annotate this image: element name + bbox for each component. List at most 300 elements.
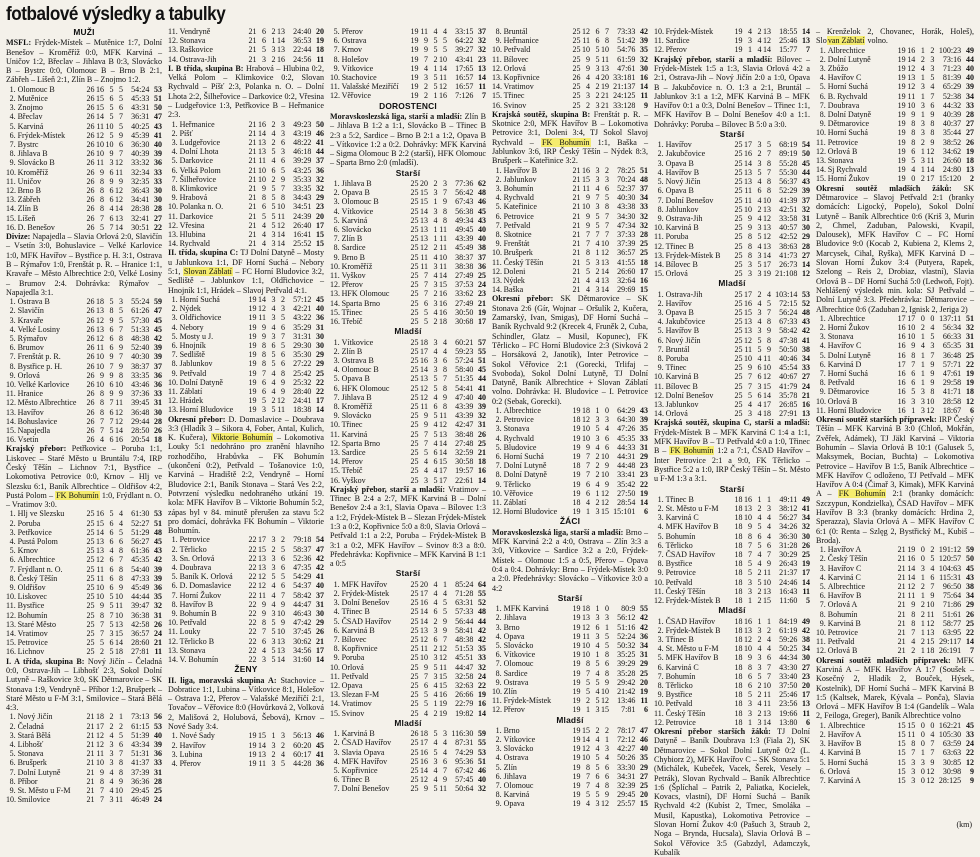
cell-played: 25 <box>734 167 743 177</box>
cell-rank: 9. <box>819 618 826 628</box>
cell-points: 33 <box>802 363 810 373</box>
cell-losses: 14 <box>762 250 771 260</box>
cell-losses: 11 <box>763 568 771 578</box>
cell-losses: 12 <box>114 407 123 417</box>
cell-score: 66:33 <box>942 332 962 342</box>
cell-draws: 1 <box>595 248 600 258</box>
cell-points: 43 <box>802 317 810 327</box>
cell-losses: 13 <box>926 628 935 638</box>
cell-team: Nový Jičín <box>665 335 701 345</box>
cell-draws: 4 <box>433 307 438 317</box>
cell-score: 43:38 <box>617 202 636 212</box>
cell-team: Karviná C <box>827 572 861 582</box>
cell-score: 51:53 <box>455 644 474 654</box>
cell-played: 19 <box>248 350 257 360</box>
cell-rank: 5. <box>657 177 664 187</box>
highlighted-team: FK Bohumín <box>56 490 99 500</box>
cell-wins: 4 <box>262 239 267 249</box>
cell-score: 61:15 <box>131 721 150 731</box>
cell-points: 44 <box>478 374 486 384</box>
cell-losses: 9 <box>118 176 123 186</box>
cell-wins: 12 <box>420 383 429 393</box>
cell-draws: 10 <box>105 140 114 149</box>
cell-draws: 3 <box>271 45 276 55</box>
cell-draws: 4 <box>109 767 114 777</box>
cell-team: Slovácko <box>341 225 372 235</box>
table-row <box>654 354 810 363</box>
cell-played: 26 <box>86 416 95 426</box>
cell-losses: 10 <box>926 396 935 406</box>
cell-team: MFK Havířov <box>341 756 388 766</box>
standings-table <box>492 166 648 295</box>
cell-wins: 10 <box>258 165 267 175</box>
cell-draws: 4 <box>433 346 438 356</box>
cell-points: 18 <box>966 156 974 166</box>
cell-wins: 13 <box>258 749 267 759</box>
cell-losses: 7 <box>604 211 609 221</box>
table-row <box>168 27 324 36</box>
cell-losses: 11 <box>439 225 447 235</box>
cell-points: 31 <box>154 767 162 777</box>
cell-rank: 8. <box>819 110 826 120</box>
cell-points: 22 <box>640 479 648 489</box>
cell-points: 7 <box>806 45 810 55</box>
cell-points: 30 <box>802 531 810 541</box>
cell-rank: 13. <box>330 447 340 457</box>
cell-wins: 10 <box>582 202 591 212</box>
cell-wins: 5 <box>911 156 916 166</box>
cell-losses: 11 <box>926 156 935 166</box>
cell-draws: 2 <box>757 568 762 578</box>
cell-rank: 1. <box>333 179 340 188</box>
cell-wins: 7 <box>100 619 105 629</box>
cell-points: 29 <box>802 232 810 242</box>
cell-losses: 7 <box>766 149 771 159</box>
cell-played: 21 <box>248 193 257 203</box>
cell-losses: 9 <box>118 343 123 353</box>
cell-played: 25 <box>410 411 419 421</box>
cell-losses: 15 <box>762 381 771 391</box>
cell-played: 17 <box>897 313 906 323</box>
cell-score: 46:49 <box>131 795 150 805</box>
table-row <box>6 740 162 749</box>
cell-played: 25 <box>410 634 419 644</box>
cell-draws: 4 <box>433 252 438 262</box>
cell-draws: 6 <box>595 27 600 36</box>
cell-team: Vratimov <box>503 82 534 92</box>
cell-points: 16 <box>478 699 486 709</box>
cell-score: 40:67 <box>779 372 798 382</box>
cell-score: 63:31 <box>455 598 474 608</box>
table-row <box>816 730 974 739</box>
cell-points: 34 <box>966 91 974 101</box>
cell-score: 65:35 <box>942 341 962 351</box>
cell-team: Nový Jičín <box>665 177 701 187</box>
cell-played: 19 <box>897 73 906 83</box>
cell-wins: 10 <box>907 323 916 332</box>
cell-losses: 10 <box>762 681 771 690</box>
cell-losses: 17 <box>438 475 447 485</box>
cell-rank: 4. <box>819 73 826 83</box>
cell-rank: 6. <box>9 343 16 353</box>
cell-draws: 5 <box>595 424 600 434</box>
cell-draws: 2 <box>271 54 276 64</box>
cell-team: Olomouc B <box>341 197 379 207</box>
cell-wins: 11 <box>96 121 105 131</box>
cell-losses: 3 <box>604 415 609 425</box>
cell-rank: 4. <box>171 758 178 768</box>
cell-rank: 1. <box>9 84 16 94</box>
cell-score: 19:82 <box>455 708 474 718</box>
cell-score: 34:43 <box>293 193 312 203</box>
cell-points: 13 <box>802 409 810 419</box>
cell-score: 44:32 <box>942 100 962 110</box>
cell-rank: 1. <box>657 140 664 150</box>
cell-rank: 7. <box>9 140 16 149</box>
cell-points: 16 <box>640 73 648 83</box>
cell-rank: 4. <box>9 324 16 334</box>
cell-team: Petrovice <box>665 717 696 727</box>
cell-points: 41 <box>316 572 324 582</box>
cell-rank: 15. <box>6 425 16 435</box>
cell-team: Horní Bludovice <box>179 405 234 415</box>
cell-points: 39 <box>154 740 162 750</box>
cell-played: 25 <box>86 592 95 602</box>
cell-rank: 6. <box>333 775 340 785</box>
cell-team: Dětmarovice <box>827 387 870 397</box>
table-row <box>6 195 162 204</box>
cell-losses: 8 <box>604 36 609 46</box>
cell-losses: 8 <box>930 128 935 138</box>
cell-losses: 9 <box>766 344 771 354</box>
cell-score: 58:41 <box>455 625 474 635</box>
cell-losses: 0 <box>930 313 935 323</box>
cell-played: 25 <box>734 298 743 308</box>
cell-draws: 5 <box>433 411 438 421</box>
cell-team: Vítkovice <box>341 63 374 73</box>
cell-rank: 2. <box>171 304 178 314</box>
cell-draws: 6 <box>109 564 114 574</box>
cell-played: 19 <box>572 799 581 809</box>
standings-table <box>654 290 810 419</box>
cell-rank: 9. <box>495 36 502 46</box>
cell-draws: 2 <box>271 119 276 129</box>
cell-score: 33:181 <box>613 73 636 83</box>
cell-team: Sardice <box>341 447 366 457</box>
cell-wins: 8 <box>748 250 753 260</box>
table-row <box>816 406 974 415</box>
table-row <box>492 45 648 54</box>
cell-team: Orlová <box>341 662 364 672</box>
cell-points: 24 <box>154 795 162 805</box>
cell-points: 57 <box>478 337 486 347</box>
cell-draws: 5 <box>109 509 114 519</box>
cell-rank: 11. <box>168 627 178 637</box>
cell-team: Frýdlant n. O. <box>17 564 63 574</box>
cell-points: 32 <box>478 45 486 55</box>
table-row <box>6 398 162 407</box>
cell-draws: 4 <box>433 420 438 430</box>
cell-played: 25 <box>410 365 419 375</box>
cell-points: 54 <box>802 140 810 150</box>
table-row <box>168 129 324 138</box>
cell-wins: 15 <box>420 188 429 198</box>
results-paragraph: – Krenželok 2, Chovanec, Horák, Holeš), Slovan Záblatí volno. <box>816 27 974 46</box>
cell-team: St. Město u F-M <box>17 786 71 796</box>
cell-score: 71:86 <box>942 600 962 610</box>
cell-score: 33:128 <box>613 100 636 110</box>
cell-wins: 5 <box>424 699 429 709</box>
cell-wins: 15 <box>582 174 591 184</box>
cell-wins: 14 <box>96 527 105 537</box>
cell-draws: 7 <box>109 610 114 620</box>
cell-losses: 5 <box>280 572 285 582</box>
cell-played: 25 <box>734 269 743 279</box>
cell-draws: 3 <box>271 294 276 304</box>
table-row <box>492 678 648 687</box>
cell-rank: 5. <box>333 374 340 384</box>
standings-table <box>654 617 810 727</box>
section-heading: Mladší <box>556 714 584 725</box>
cell-points: 23 <box>802 671 810 681</box>
cell-team: Libhošť <box>17 740 44 750</box>
cell-draws: 6 <box>595 36 600 46</box>
cell-losses: 6 <box>766 653 771 663</box>
cell-team: Těrlicko <box>503 479 531 489</box>
cell-score: 45:39 <box>131 130 150 140</box>
cell-wins: 8 <box>586 659 591 669</box>
cell-team: Jakubčovice <box>665 149 706 159</box>
cell-rank: 4. <box>657 522 664 532</box>
cell-played: 16 <box>897 350 906 360</box>
cell-score: 43:46 <box>131 379 150 389</box>
table-row <box>492 230 648 239</box>
cell-rank: 3. <box>495 622 502 632</box>
cell-team: Opava B <box>665 308 694 318</box>
cell-points: 36 <box>478 261 486 271</box>
cell-draws: 6 <box>109 527 114 537</box>
results-paragraph: Okresní přebor: D. Domaslavice – Doubrava 3:3 (Hladík 3 – Sikora 4, Fober, Antal, Kulich, K. Kučera), Viktorie Bohumín – Lokomotiva Louky 5:1 nedohráno pro zranění hlavního rozhodčího, Hrabůvka – FK Bohumín (ukončení 0:2), Petřvald – Tošanovice 1:0, Karviná – Hradiště 2:2, Vendryně – Horní Bludovice 2:1, Baník Stonava – Stará Ves 2:2, Potvrzení výsledku nedohraného utkání 19. kola: MFK Havířov B – Viktorie Bohumín 5:2, zápas byl v 84. minutě přerušen za stavu 5:2 pro domácí, dohrávka FK Bohumín – Viktorie Bohumín. <box>168 414 324 536</box>
cell-points: 41 <box>316 749 324 759</box>
cell-played: 25 <box>86 546 95 556</box>
cell-team: Šilheřovice <box>179 174 217 184</box>
cell-played: 19 <box>572 686 581 696</box>
cell-rank: 8. <box>495 668 502 678</box>
cell-score: 73:13 <box>131 712 150 722</box>
cell-points: 25 <box>640 239 648 249</box>
cell-losses: 10 <box>600 470 609 480</box>
cell-team: D. Benešov <box>17 222 55 232</box>
cell-rank: 1. <box>171 535 178 545</box>
cell-score: 61:19 <box>779 625 798 635</box>
cell-score: 36:57 <box>617 248 636 258</box>
cell-rank: 7. <box>333 45 340 55</box>
cell-wins: 5 <box>748 390 753 400</box>
cell-points: 19 <box>966 369 974 379</box>
cell-points: 54 <box>316 535 324 545</box>
cell-played: 25 <box>410 215 419 225</box>
cell-wins: 6 <box>911 369 916 379</box>
cell-played: 26 <box>86 389 95 399</box>
cell-points: 25 <box>966 618 974 628</box>
cell-draws: 6 <box>109 186 114 196</box>
table-row <box>330 91 486 100</box>
cell-points: 32 <box>966 323 974 332</box>
cell-losses: 7 <box>930 91 935 101</box>
standings-table <box>168 731 324 768</box>
cell-rank: 8. <box>171 184 178 194</box>
cell-draws: 0 <box>920 739 925 749</box>
cell-team: Kroměříž <box>341 261 373 271</box>
cell-rank: 14. <box>654 259 664 269</box>
table-row <box>168 323 324 332</box>
cell-score: 47:26 <box>617 424 636 434</box>
cell-wins: 9 <box>586 442 591 452</box>
cell-losses: 17 <box>762 259 771 269</box>
cell-wins: 6 <box>262 27 267 36</box>
cell-losses: 9 <box>280 174 285 184</box>
table-row <box>816 582 974 591</box>
cell-team: Staré Město <box>17 619 57 629</box>
cell-score: 32:59 <box>455 447 474 457</box>
cell-score: 64:22 <box>455 36 474 46</box>
cell-draws: 1 <box>595 650 600 660</box>
cell-wins: 13 <box>96 537 105 547</box>
cell-wins: 11 <box>744 344 753 354</box>
standings-table <box>6 297 162 444</box>
competition-name: Divize: <box>6 232 31 242</box>
cell-wins: 16 <box>907 45 916 55</box>
cell-played: 21 <box>248 45 257 55</box>
cell-points: 19 <box>966 378 974 388</box>
table-row <box>654 653 810 662</box>
cell-wins: 10 <box>96 361 105 371</box>
cell-draws: 2 <box>757 586 762 596</box>
table-row <box>654 559 810 568</box>
cell-rank: 12. <box>654 596 664 606</box>
table-row <box>492 101 648 110</box>
cell-wins: 16 <box>744 149 753 159</box>
cell-team: Sardice <box>503 668 528 678</box>
cell-played: 19 <box>248 405 257 415</box>
cell-score: 37:53 <box>455 280 474 290</box>
cell-score: 56:34 <box>942 323 962 332</box>
cell-wins: 19 <box>907 545 916 555</box>
table-row <box>492 489 648 498</box>
cell-team: Brno B <box>17 186 41 196</box>
cell-played: 25 <box>410 271 419 281</box>
cell-rank: 16. <box>6 647 16 657</box>
cell-played: 25 <box>410 261 419 271</box>
cell-wins: 9 <box>586 54 591 64</box>
cell-losses: 14 <box>114 638 123 648</box>
cell-points: 45 <box>154 537 162 547</box>
table-row <box>654 214 810 223</box>
cell-rank: 14. <box>6 204 16 214</box>
table-row <box>6 528 162 537</box>
cell-points: 37 <box>154 361 162 371</box>
cell-losses: 9 <box>118 130 123 140</box>
cell-score: 87:31 <box>455 738 474 748</box>
cell-draws: 5 <box>271 220 276 230</box>
cell-score: 47:61 <box>942 369 962 379</box>
cell-points: 42 <box>316 563 324 573</box>
cell-points: 30 <box>154 195 162 205</box>
cell-team: Frýdek-Místek <box>341 588 390 598</box>
cell-team: Olomouc B <box>341 365 379 375</box>
cell-draws: 9 <box>109 176 114 186</box>
cell-score: 39:45 <box>131 398 150 408</box>
cell-score: 28:54 <box>617 498 636 508</box>
cell-score: 29:69 <box>617 285 636 295</box>
cell-score: 24:46 <box>779 577 798 587</box>
cell-points: 39 <box>478 401 486 411</box>
cell-score: 56:38 <box>455 206 474 216</box>
cell-losses: 14 <box>438 63 447 73</box>
cell-draws: 1 <box>920 618 925 628</box>
table-row <box>816 748 974 757</box>
standings-table <box>168 120 324 249</box>
cell-points: 50 <box>802 149 810 159</box>
cell-losses: 8 <box>766 317 771 327</box>
cell-played: 25 <box>410 466 419 476</box>
cell-rank: 11. <box>6 389 16 399</box>
cell-rank: 5. <box>657 653 664 663</box>
results-paragraph: Divize: Napajedla – Slavia Orlová 2:0, Slavičín – Vsetín 3:0, Bohuslavice – Velké Karlovice 1:0, MFK Havířov – Bystřice p. H. 3:1, Ostrava B – Rýmařov 1:0, Frenštát p. R. – Hranice 1:1, Kravaře – Město Albrechtice 2:0, Velké Losiny – Brumov 2:4. Dohrávka: Rýmařov – Napajedla 3:1. <box>6 232 162 297</box>
cell-rank: 6. <box>819 91 826 101</box>
cell-losses: 12 <box>926 618 935 628</box>
results-paragraph: Moravskoslezská liga, starší a mladší: Brno – MFK Karviná 2:2 a 4:0, Ostrava – Zlín 3:3 a 3:0, Vítkovice – Sardice 3:2 a 2:0, Frýdek-Místek – Olomouc 1:5 a 0:5, Přerov – Opava 0:4 a 0:4. Dohrávky: Brno – Frýdek-Místek 3:0 a 2:0. Předehrávky: Slovácko – Vítkovice 3:0 a 4:2 <box>492 527 649 593</box>
cell-wins: 9 <box>424 36 429 46</box>
cell-team: Petřvald <box>665 577 693 587</box>
cell-points: 26 <box>802 540 810 550</box>
table-row <box>6 408 162 417</box>
cell-points: 14 <box>640 82 648 92</box>
table-row <box>816 101 974 110</box>
cell-points: 30 <box>802 223 810 233</box>
cell-points: 38 <box>966 582 974 591</box>
cell-losses: 14 <box>762 45 771 55</box>
cell-wins: 12 <box>907 64 916 73</box>
cell-wins: 15 <box>96 93 105 103</box>
cell-played: 25 <box>572 63 581 73</box>
cell-team: Havířov B <box>665 326 700 336</box>
table-row <box>330 197 486 206</box>
cell-team: Kateřinice <box>503 202 537 212</box>
standings-table <box>492 604 648 714</box>
cell-draws: 6 <box>109 583 114 593</box>
cell-draws: 2 <box>433 289 438 299</box>
cell-played: 19 <box>248 340 257 350</box>
table-row <box>6 565 162 574</box>
cell-score: 54:76 <box>617 45 636 55</box>
cell-rank: 14. <box>330 298 340 308</box>
cell-played: 25 <box>86 638 95 648</box>
cell-played: 19 <box>572 631 581 641</box>
cell-played: 18 <box>734 634 743 644</box>
cell-draws: 2 <box>595 461 600 471</box>
cell-losses: 16 <box>438 298 447 308</box>
cell-played: 25 <box>734 241 743 251</box>
table-row <box>492 650 648 659</box>
cell-losses: 18 <box>438 317 447 327</box>
table-row <box>654 363 810 372</box>
cell-draws: 2 <box>757 504 762 514</box>
cell-rank: 8. <box>495 230 502 240</box>
cell-losses: 9 <box>930 369 935 379</box>
cell-wins: 10 <box>744 354 753 364</box>
cell-played: 26 <box>86 297 95 307</box>
